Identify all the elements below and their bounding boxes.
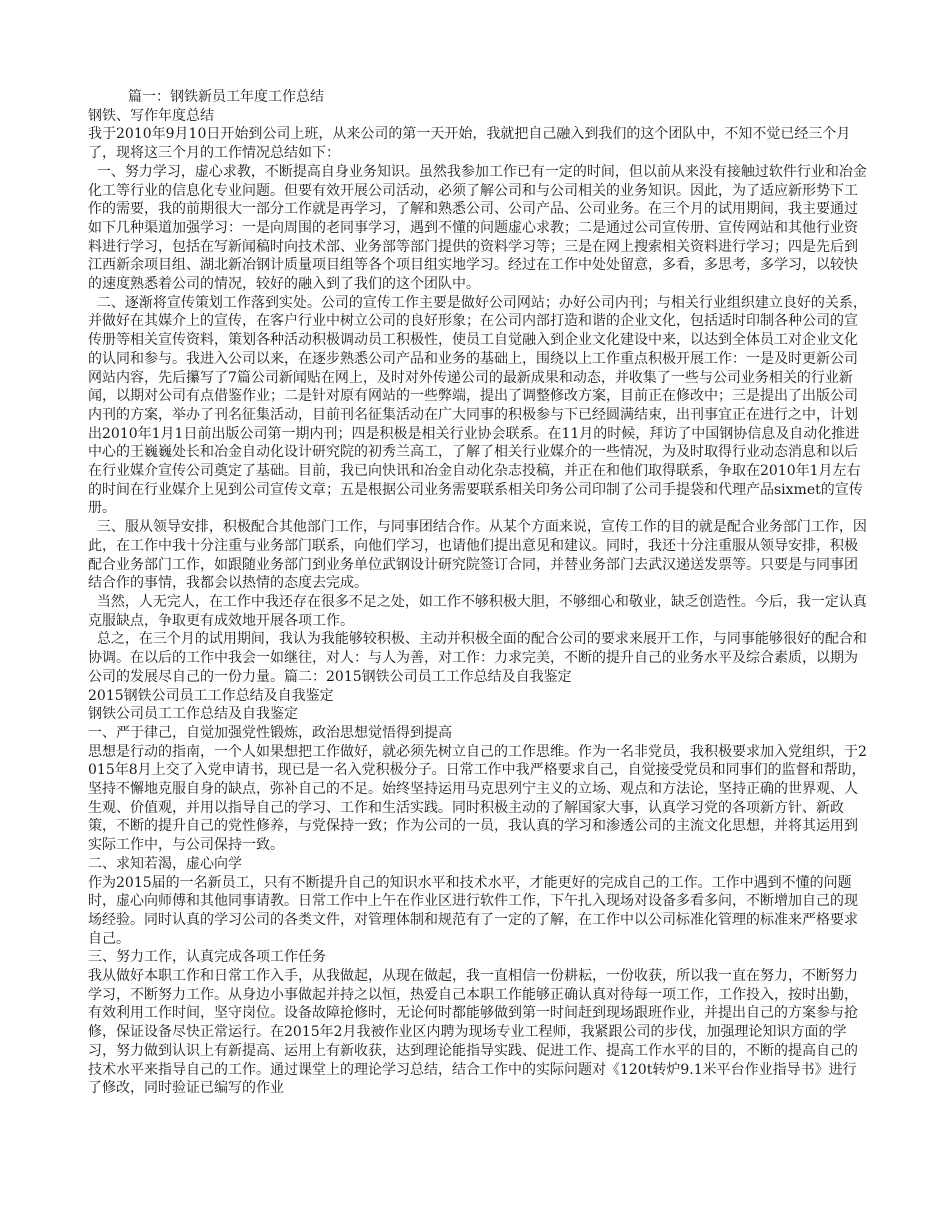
section-title: 2015钢铁公司员工工作总结及自我鉴定 [88,687,334,704]
document-title: 篇一：钢铁新员工年度工作总结 [128,89,324,105]
paragraph: 我于2010年9月10日开始到公司上班，从来公司的第一天开始，我就把自己融入到我们的这个团队中，不知不觉已经三个月了，现将这三个月的工作情况总结如下： [88,126,851,162]
section-heading: 一、严于律己，自觉加强党性锻炼，政治思想觉悟得到提高 [88,724,452,741]
paragraph: 当然，人无完人，在工作中我还存在很多不足之处，如工作不够积极大胆，不够细心和敬业，缺乏创造性。今后，我一定认真克服缺点，争取更有成效地开展各项工作。 [88,593,867,629]
paragraph: 二、逐渐将宣传策划工作落到实处。公司的宣传工作主要是做好公司网站；办好公司内刊；与相关行业组织建立良好的关系，并做好在其媒介上的宣传，在客户行业中树立公司的良好形象；在公司内部打造和谐的企业文化，包括适时印制各种公司的宣传册等相关宣传资料，策划各种活动积极调动员工积极性，使员工自觉融入到企业文化建设中来，以达到全体员工对企业文化的认同和参与。我进入公司以来，在逐步熟悉公司产品和业务的基础上，围绕以上工作重点积极开展工作：一是及时更新公司网站内容，先后攥写了7篇公司新闻贴在网上，及时对外传递公司的最新成果和动态，并收集了一些与公司业务相关的行业新闻，以期对公司有点借鉴作业；二是针对原有网站的一些弊端，提出了调整修改方案，目前正在修改中；三是提出了出版公司内刊的方案，举办了刊名征集活动，目前刊名征集活动在广大同事的积极参与下已经圆满结束，出刊事宜正在进行之中，计划出2010年1月1日前出版公司第一期内刊；四是积极是相关行业协会联系。在11月的时候，拜访了中国钢协信息及自动化推进中心的王巍巍处长和冶金自动化设计研究院的初秀兰高工，了解了相关行业媒介的一些情况，为及时取得行业动态消息和以后在行业媒介宣传公司奠定了基础。目前，我已向快讯和冶金自动化杂志投稿，并正在和他们取得联系，争取在2010年1月左右的时间在行业媒介上见到公司宣传文章；五是根据公司业务需要联系相关印务公司印制了公司手提袋和代理产品sixmet的宣传册。 [88,294,867,517]
paragraph: 三、服从领导安排，积极配合其他部门工作，与同事团结合作。从某个方面来说，宣传工作的目的就是配合业务部门工作，因此，在工作中我十分注重与业务部门联系，向他们学习，也请他们提出意见和建议。同时，我还十分注重服从领导安排，积极配合业务部门工作，如跟随业务部门到业务单位武钢设计研究院签订合同，并替业务部门去武汉递送发票等。只要是与同事团结合作的事情，我都会以热情的态度去完成。 [88,519,867,592]
paragraph: 作为2015届的一名新员工，只有不断提升自己的知识水平和技术水平，才能更好的完成自己的工作。工作中遇到不懂的问题时，虚心向师傅和其他同事请教。日常工作中上午在作业区进行软件工作，下午扎入现场对设备多看多问，不断增加自己的现场经验。同时认真的学习公司的各类文件，对管理体制和规范有了一定的了解，在工作中以公司标准化管理的标准来严格要求自己。 [88,874,858,947]
section-subtitle: 钢铁公司员工工作总结及自我鉴定 [88,706,298,723]
paragraph: 总之，在三个月的试用期间，我认为我能够较积极、主动并积极全面的配合公司的要求来展开工作，与同事能够很好的配合和协调。在以后的工作中我会一如继往，对人：与人为善，对工作：力求完美，不断的提升自己的业务水平及综合素质，以期为公司的发展尽自己的一份力量。篇二：2015钢铁公司员工工作总结及自我鉴定 [88,631,867,685]
paragraph: 我从做好本职工作和日常工作入手，从我做起，从现在做起，我一直相信一份耕耘，一份收获，所以我一直在努力，不断努力学习，不断努力工作。从身边小事做起并持之以恒，热爱自己本职工作能够正确认真对待每一项工作，工作投入，按时出勤，有效利用工作时间，坚守岗位。设备故障抢修时，无论何时都能够做到第一时间赶到现场跟班作业，并提出自己的方案参与抢修，保证设备尽快正常运行。在2015年2月我被作业区内聘为现场专业工程师，我紧跟公司的步伐，加强理论知识方面的学习，努力做到认识上有新提高、运用上有新收获，达到理论能指导实践、促进工作、提高工作水平的目的，不断的提高自己的技术水平来指导自己的工作。通过课堂上的理论学习总结，结合工作中的实际问题对《120t转炉9.1米平台作业指导书》进行了修改，同时验证已编写的作业 [88,968,858,1097]
paragraph: 一、努力学习，虚心求教，不断提高自身业务知识。虽然我参加工作已有一定的时间，但以前从来没有接触过软件行业和冶金化工等行业的信息化专业问题。但要有效开展公司活动，必须了解公司和与公司相关的业务知识。因此，为了适应新形势下工作的需要，我的前期很大一部分工作就是再学习，了解和熟悉公司、公司产品、公司业务。在三个月的试用期间，我主要通过如下几种渠道加强学习：一是向周围的老同事学习，遇到不懂的问题虚心求教；二是通过公司宣传册、宣传网站和其他行业资料进行学习，包括在写新闻稿时向技术部、业务部等部门提供的资料学习等；三是在网上搜索相关资料进行学习；四是先后到江西新余项目组、湖北新冶钢计质量项目组等各个项目组实地学习。经过在工作中处处留意，多看，多思考，多学习，以较快的速度熟悉着公司的情况，较好的融入到了我们的这个团队中。 [88,163,867,293]
paragraph: 钢铁、写作年度总结 [88,107,214,124]
section-heading: 三、努力工作，认真完成各项工作任务 [88,949,326,966]
document-body [88,107,868,1098]
section-heading: 二、求知若渴，虚心向学 [88,855,242,872]
paragraph: 思想是行动的指南，一个人如果想把工作做好，就必须先树立自己的工作思维。作为一名非党员，我积极要求加入党组织，于2015年8月上交了入党申请书，现已是一名入党积极分子。日常工作中我严格要求自己，自觉接受党员和同事们的监督和帮助，坚持不懈地克服自身的缺点，弥补自己的不足。始终坚持运用马克思列宁主义的立场、观点和方法论，坚持正确的世界观、人生观、价值观，并用以指导自己的学习、工作和生活实践。同时积极主动的了解国家大事，认真学习党的各项新方针、新政策，不断的提升自己的党性修养，与党保持一致；作为公司的一员，我认真的学习和渗透公司的主流文化思想，并将其运用到实际工作中，与公司保持一致。 [88,743,867,854]
